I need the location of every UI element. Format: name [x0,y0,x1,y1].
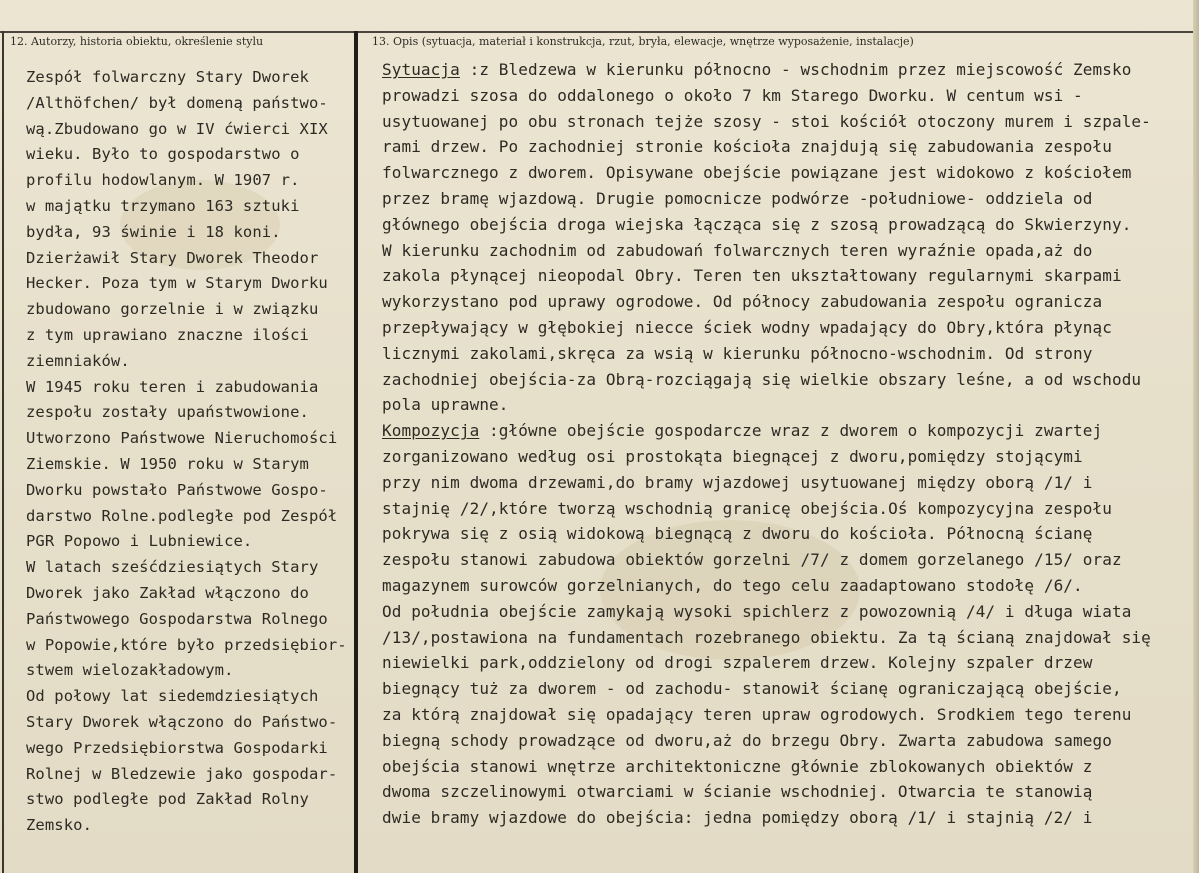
history-line: darstwo Rolne.podległe pod Zespół [26,506,338,525]
situation-label: Sytuacja [382,60,460,79]
description-line: rami drzew. Po zachodniej stronie kościoła znajdują się zabudowania zespołu [382,137,1112,157]
history-line: Dworek jako Zakład włączono do [26,584,309,602]
history-line: wą.Zbudowano go w IV ćwierci XIX [26,119,328,138]
history-line: PGR Popowo i Lubniewice. [26,532,253,551]
description-line: dwie bramy wjazdowe do obejścia: jedna pomiędzy oborą /1/ i stajnią /2/ i [382,808,1093,828]
history-line: Rolnej w Bledzewie jako gospodar- [26,764,338,783]
description-line: Od południa obejście zamykają wysoki spichlerz z powozownią /4/ i długa wiata [382,601,1132,621]
history-line: zespołu zostały upaństwowione. [26,403,309,422]
history-line: Dworku powstało Państwowe Gospo- [26,480,328,499]
description-line: magazynem surowców gorzelnianych, do tego celu zaadaptowano stodołę /6/. [382,576,1083,595]
description-line: pokrywa się z osią widokową biegnącą z dworu do kościoła. Północną ścianę [382,524,1093,544]
history-line: Dzierżawił Stary Dworek Theodor [26,248,319,267]
history-line: ziemniaków. [26,351,130,370]
description-line: zorganizowano według osi prostokąta biegnącej z dworu,pomiędzy stojącymi [382,447,1083,466]
history-line: zbudowano gorzelnie i w związku [26,300,319,319]
description-line: dwoma szczelinowymi otwarciami w ścianie wschodniej. Otwarcia te stanowią [382,782,1093,802]
description-line: Kompozycja :główne obejście gospodarcze wraz z dworem o kompozycji zwartej [382,421,1103,441]
history-line: Ziemskie. W 1950 roku w Starym [26,455,309,473]
description-line: usytuowanej po obu stronach tejże szosy - stoi kościół otoczony murem i szpale- [382,111,1151,131]
history-line: w Popowie,które było przedsiębior- [26,635,347,654]
description-line: przez bramę wjazdową. Drugie pomocnicze podwórze -południowe- oddziela od [382,189,1093,208]
history-line: W 1945 roku teren i zabudowania [26,377,319,396]
description-line: Sytuacja :z Bledzewa w kierunku północno - wschodnim przez miejscowość Zemsko [382,60,1132,79]
description-line: pola uprawne. [382,395,509,415]
history-line: /Althöfchen/ był domeną państwo- [26,93,328,112]
description-line: niewielki park,oddzielony od drogi szpalerem drzew. Kolejny szpaler drzew [382,653,1093,673]
history-line: stwem wielozakładowym. [26,661,234,680]
description-line: prowadzi szosa do oddalonego o około 7 km Starego Dworku. W centum wsi - [382,85,1083,105]
history-line: Stary Dworek włączono do Państwo- [26,713,338,731]
history-line: stwo podległe pod Zakład Rolny [26,790,309,809]
history-line: z tym uprawiano znaczne ilości [26,326,309,344]
description-line: zakola płynącej nieopodal Obry. Teren ten ukształtowany regularnymi skarpami [382,266,1122,286]
left-rule [2,31,4,873]
history-line: bydła, 93 świnie i 18 koni. [26,222,281,241]
description-line: zachodniej obejścia-za Obrą-rozciągają się wielkie obszary leśne, a od wschodu [382,369,1142,389]
description-line: folwarcznego z dworem. Opisywane obejście powiązane jest widokowo z kościołem [382,163,1132,183]
history-line: Od połowy lat siedemdziesiątych [26,687,319,706]
description-line: przy nim dwoma drzewami,do bramy wjazdowej usytuowanej między oborą /1/ i [382,472,1093,492]
history-line: Państwowego Gospodarstwa Rolnego [26,609,328,628]
history-line: Hecker. Poza tym w Starym Dworku [26,274,328,293]
description-line: biegnący tuż za dworem - od zachodu- stanowił ścianę ograniczającą obejście, [382,679,1122,699]
history-line: profilu hodowlanym. W 1907 r. [26,171,300,190]
section-12-header: 12. Autorzy, historia obiektu, określenie stylu [10,35,264,48]
description-line: biegną schody prowadzące od dworu,aż do brzegu Obry. Zwarta zabudowa samego [382,730,1112,750]
history-line: wieku. Było to gospodarstwo o [26,145,300,164]
description-line: zespołu stanowi zabudowa obiektów gorzelni /7/ z domem gorzelanego /15/ oraz [382,550,1122,570]
description-line: stajnię /2/,które tworzą wschodnią granicę obejścia.Oś kompozycyjna zespołu [382,498,1112,518]
history-line: Utworzono Państwowe Nieruchomości [26,429,338,448]
history-line: w majątku trzymano 163 sztuki [26,197,300,215]
history-line: Zemsko. [26,816,93,835]
page-edge [1193,0,1199,873]
description-line: obejścia stanowi wnętrze architektoniczne głównie zblokowanych obiektów z [382,756,1093,776]
history-line: W latach sześćdziesiątych Stary [26,558,319,577]
history-line: Zespół folwarczny Stary Dworek [26,68,309,86]
description-line: głównego obejścia droga wiejska łącząca się z szosą prowadzącą do Skwierzyny. [382,214,1132,234]
description-line: licznymi zakolami,skręca za wsią w kierunku północno-wschodnim. Od strony [382,343,1093,363]
description-line: W kierunku zachodnim od zabudowań folwarcznych teren wyraźnie opada,aż do [382,240,1093,260]
composition-label: Kompozycja [382,421,480,441]
description-line: /13/,postawiona na fundamentach rozebranego obiektu. Za tą ścianą znajdował się [382,627,1151,647]
section-13-header: 13. Opis (sytuacja, materiał i konstrukcja, rzut, bryła, elewacje, wnętrze wyposażenie, instalacje) [372,35,914,48]
description-line: przepływający w głębokiej niecce ściek wodny wpadający do Obry,która płynąc [382,318,1112,337]
top-rule [0,31,1199,33]
description-line: wykorzystano pod uprawy ogrodowe. Od północy zabudowania zespołu ogranicza [382,292,1103,312]
description-line: za którą znajdował się opadający teren upraw ogrodowych. Srodkiem tego terenu [382,705,1132,724]
history-line: wego Przedsiębiorstwa Gospodarki [26,738,328,757]
column-divider [354,31,358,873]
